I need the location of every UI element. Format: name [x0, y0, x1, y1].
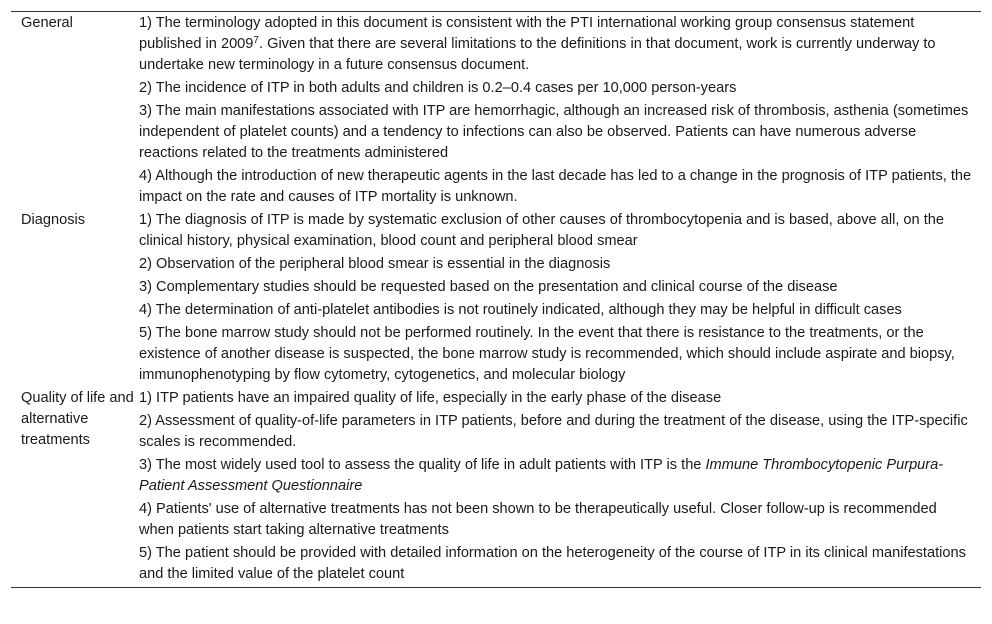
- statement-cell: [137, 410, 981, 454]
- statement-text: 4) Patients' use of alternative treatments has not been shown to be therapeutically useful. Closer follow-up is recommended when patients start taking alternative treatments: [139, 501, 937, 538]
- table-row: [11, 410, 981, 454]
- statement-cell: [137, 542, 981, 587]
- citation-superscript: 7: [253, 35, 259, 46]
- statement-cell: [137, 454, 981, 498]
- statement-text: 5) The bone marrow study should not be performed routinely. In the event that there is resistance to the treatments, or the existence of another disease is suspected, the bone marrow study is recommended, which should include aspirate and biopsy, immunophenotyping by flow cytometry, cytogenetics, and molecular biology: [139, 325, 955, 383]
- statement-text: 3) The most widely used tool to assess the quality of life in adult patients with ITP is the: [139, 457, 706, 473]
- statement-text: 3) The main manifestations associated with ITP are hemorrhagic, although an increased risk of thrombosis, asthenia (sometimes independent of platelet counts) and a tendency to infections can also be observed. Patients can have numerous adverse reactions related to the treatments administered: [139, 103, 969, 161]
- italic-title: Immune Thrombocytopenic Purpura-Patient Assessment Questionnaire: [139, 457, 944, 494]
- recommendations-grid: [11, 12, 981, 587]
- table-row: [11, 498, 981, 542]
- statement-cell: [137, 498, 981, 542]
- table-row: [11, 276, 981, 299]
- table-row: [11, 165, 981, 209]
- category-cell: General: [21, 15, 73, 31]
- statement-cell: [137, 100, 981, 165]
- recommendations-table: [11, 11, 981, 588]
- statement-cell: [137, 12, 981, 77]
- table-row: [11, 299, 981, 322]
- statement-cell: [137, 276, 981, 299]
- table-row: [11, 253, 981, 276]
- statement-cell: [137, 322, 981, 387]
- statement-cell: [137, 387, 981, 410]
- statement-text: 1) The terminology adopted in this document is consistent with the PTI international working group consensus statement published in 2009: [139, 15, 915, 52]
- statement-text: 1) ITP patients have an impaired quality of life, especially in the early phase of the disease: [139, 390, 722, 406]
- statement-text: 1) The diagnosis of ITP is made by systematic exclusion of other causes of thrombocytopenia and is based, above all, on the clinical history, physical examination, blood count and peripheral blood smear: [139, 212, 945, 249]
- statement-text: . Given that there are several limitations to the definitions in that document, work is currently underway to undertake new terminology in a future consensus document.: [139, 36, 936, 73]
- table-row: [11, 322, 981, 387]
- statement-text: 2) Observation of the peripheral blood smear is essential in the diagnosis: [139, 256, 611, 272]
- table-row: [11, 209, 981, 253]
- statement-text: 2) The incidence of ITP in both adults and children is 0.2–0.4 cases per 10,000 person-years: [139, 80, 737, 96]
- table-row: [11, 542, 981, 587]
- statement-cell: [137, 77, 981, 100]
- table-row: [11, 77, 981, 100]
- statement-text: 5) The patient should be provided with detailed information on the heterogeneity of the course of ITP in its clinical manifestations and the limited value of the platelet count: [139, 545, 966, 582]
- statement-cell: [137, 165, 981, 209]
- statement-cell: [137, 209, 981, 253]
- statement-text: 2) Assessment of quality-of-life parameters in ITP patients, before and during the treatment of the disease, using the ITP-specific scales is recommended.: [139, 413, 968, 450]
- table-row: [11, 387, 981, 410]
- table-body: [11, 12, 981, 587]
- statement-text: 4) Although the introduction of new therapeutic agents in the last decade has led to a change in the prognosis of ITP patients, the impact on the rate and causes of ITP mortality is unknown.: [139, 168, 972, 205]
- statement-cell: [137, 299, 981, 322]
- category-cell: Diagnosis: [21, 212, 86, 228]
- statement-cell: [137, 253, 981, 276]
- table-row: [11, 454, 981, 498]
- table-row: [11, 100, 981, 165]
- statement-text: 4) The determination of anti-platelet antibodies is not routinely indicated, although they may be helpful in difficult cases: [139, 302, 902, 318]
- statement-text: 3) Complementary studies should be requested based on the presentation and clinical course of the disease: [139, 279, 838, 295]
- table-row: [11, 12, 981, 77]
- category-cell: Quality of life and alternative treatments: [21, 390, 134, 448]
